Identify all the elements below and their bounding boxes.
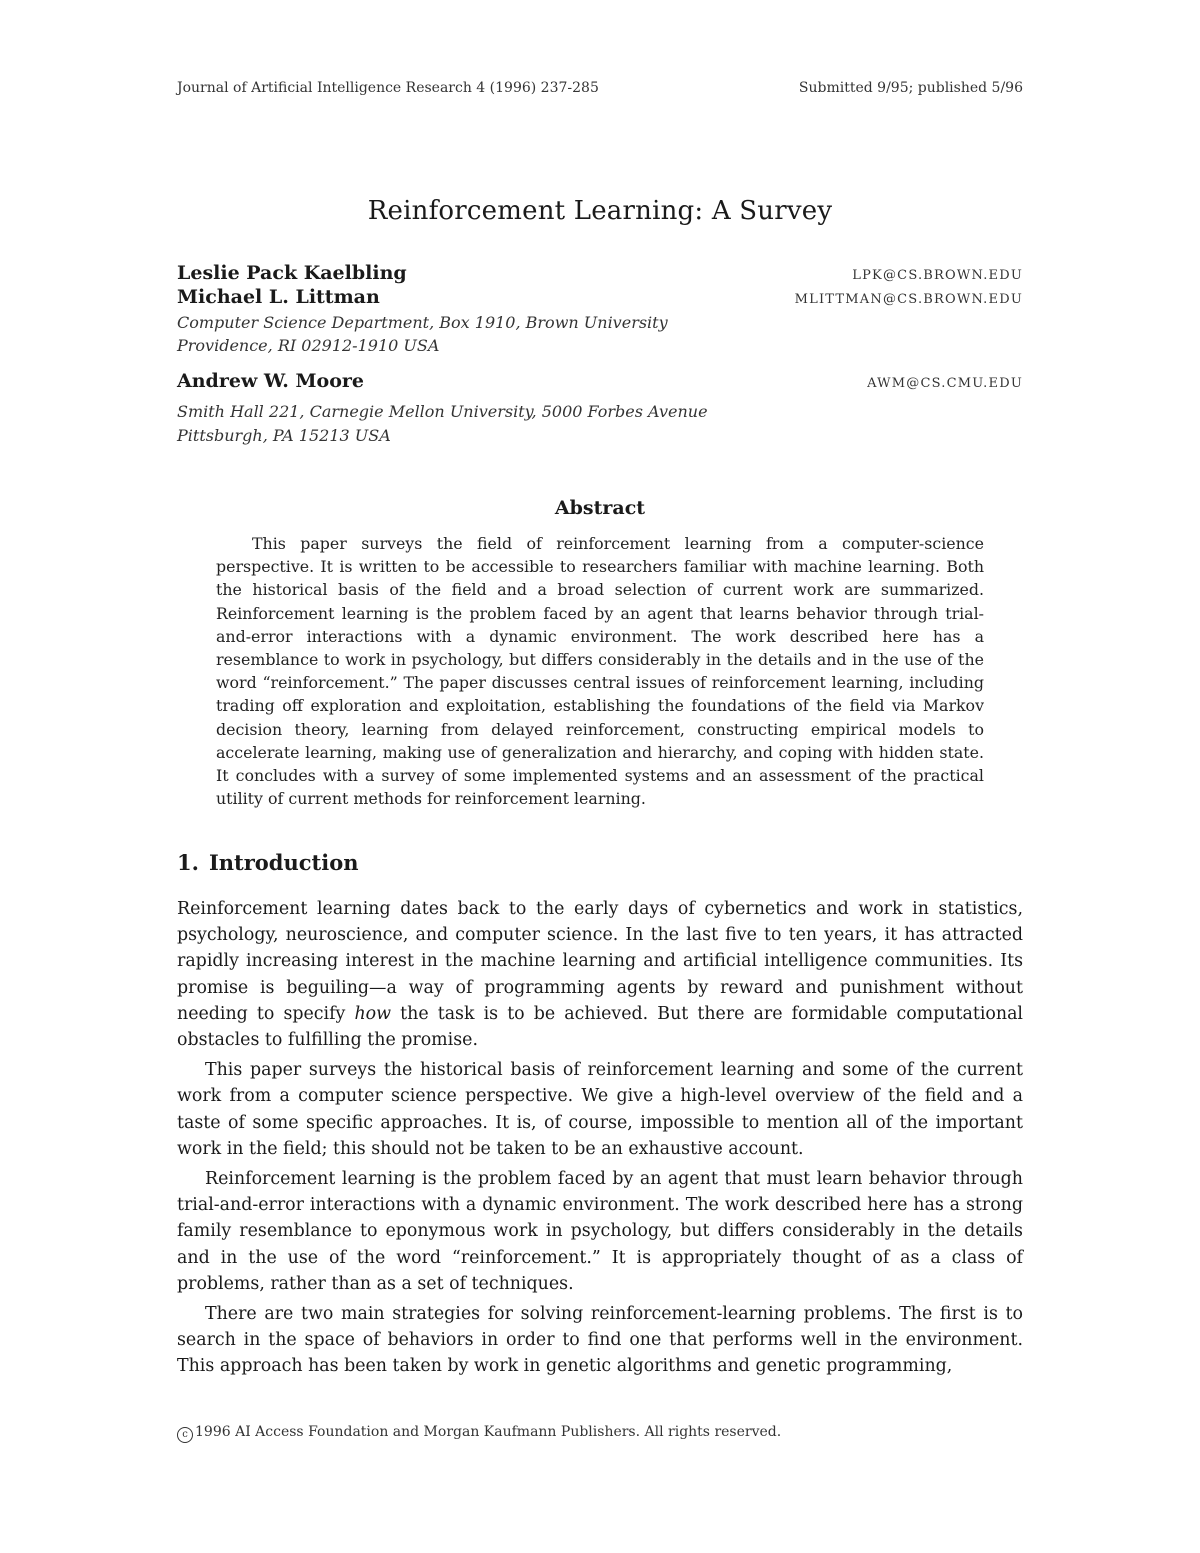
author-name: Leslie Pack Kaelbling bbox=[177, 262, 407, 284]
copyright-text: 1996 AI Access Foundation and Morgan Kaufmann Publishers. All rights reserved. bbox=[195, 1424, 782, 1440]
intro-p1-emphasis: how bbox=[354, 1003, 392, 1024]
affiliation-cmu-line2: Pittsburgh, PA 15213 USA bbox=[177, 426, 391, 445]
intro-p1-text-a: Reinforcement learning dates back to the early days of cybernetics and work in statistics, psychology, neuroscience, and computer science. In the last five to ten years, it has attracted rapidly increasing interest in the machine learning and artificial intelligence communities. Its promise is beguiling—a way of programming agents by reward and punishment without needing to specify bbox=[177, 899, 1023, 1024]
section-heading-introduction bbox=[177, 850, 359, 875]
affiliation-brown-line1: Computer Science Department, Box 1910, Brown University bbox=[177, 313, 668, 332]
author-row-kaelbling bbox=[177, 262, 1023, 284]
introduction-body bbox=[177, 896, 1023, 1384]
author-email: MLITTMAN@CS.BROWN.EDU bbox=[794, 292, 1023, 307]
section-number: 1. bbox=[177, 850, 199, 875]
intro-paragraph-2: This paper surveys the historical basis of reinforcement learning and some of the current work from a computer science perspective. We give a high-level overview of the field and a taste of some specific approaches. It is, of course, impossible to mention all of the important work in the field; this should not be taken to be an exhaustive account. bbox=[177, 1060, 1023, 1159]
abstract-text: This paper surveys the field of reinforcement learning from a computer-science perspective. It is written to be accessible to researchers familiar with machine learning. Both the historical basis of the field and a broad selection of current work are summarized. Reinforcement learning is the problem faced by an agent that learns behavior through trial-and-error interactions with a dynamic environment. The work described here has a resemblance to work in psychology, but differs considerably in the details and in the use of the word “reinforcement.” The paper discusses central issues of reinforcement learning, including trading off exploration and exploitation, establishing the foundations of the field via Markov decision theory, learning from delayed reinforcement, constructing empirical models to accelerate learning, making use of generalization and hierarchy, and coping with hidden state. It concludes with a survey of some implemented systems and an assessment of the practical utility of current methods for reinforcement learning. bbox=[216, 534, 984, 809]
section-title: Introduction bbox=[208, 850, 359, 875]
affiliation-brown-line2: Providence, RI 02912-1910 USA bbox=[177, 336, 440, 355]
journal-citation: Journal of Artificial Intelligence Research 4 (1996) 237-285 bbox=[177, 80, 599, 96]
author-email: LPK@CS.BROWN.EDU bbox=[852, 268, 1023, 283]
intro-paragraph-1 bbox=[177, 896, 1023, 1053]
author-email: AWM@CS.CMU.EDU bbox=[867, 376, 1023, 391]
submission-dates: Submitted 9/95; published 5/96 bbox=[798, 80, 1023, 96]
paper-title: Reinforcement Learning: A Survey bbox=[367, 196, 833, 226]
abstract-heading: Abstract bbox=[554, 497, 646, 519]
author-name: Michael L. Littman bbox=[177, 286, 380, 308]
copyright-icon: c bbox=[177, 1427, 193, 1443]
author-row-moore bbox=[177, 370, 1023, 392]
intro-paragraph-3: Reinforcement learning is the problem faced by an agent that must learn behavior through trial-and-error interactions with a dynamic environment. The work described here has a strong family resemblance to eponymous work in psychology, but differs considerably in the details and in the use of the word “reinforcement.” It is appropriately thought of as a class of problems, rather than as a set of techniques. bbox=[177, 1169, 1023, 1294]
author-name: Andrew W. Moore bbox=[177, 370, 364, 392]
intro-paragraph-4: There are two main strategies for solving reinforcement-learning problems. The first is to search in the space of behaviors in order to find one that performs well in the environment. This approach has been taken by work in genetic algorithms and genetic programming, bbox=[177, 1304, 1023, 1377]
author-row-littman bbox=[177, 286, 1023, 308]
copyright-footer bbox=[177, 1424, 781, 1443]
running-header bbox=[177, 80, 1023, 96]
affiliation-cmu-line1: Smith Hall 221, Carnegie Mellon University, 5000 Forbes Avenue bbox=[177, 402, 708, 421]
intro-p1-text-b: the task is to be achieved. But there are formidable computational obstacles to fulfilling the promise. bbox=[177, 1003, 1023, 1051]
